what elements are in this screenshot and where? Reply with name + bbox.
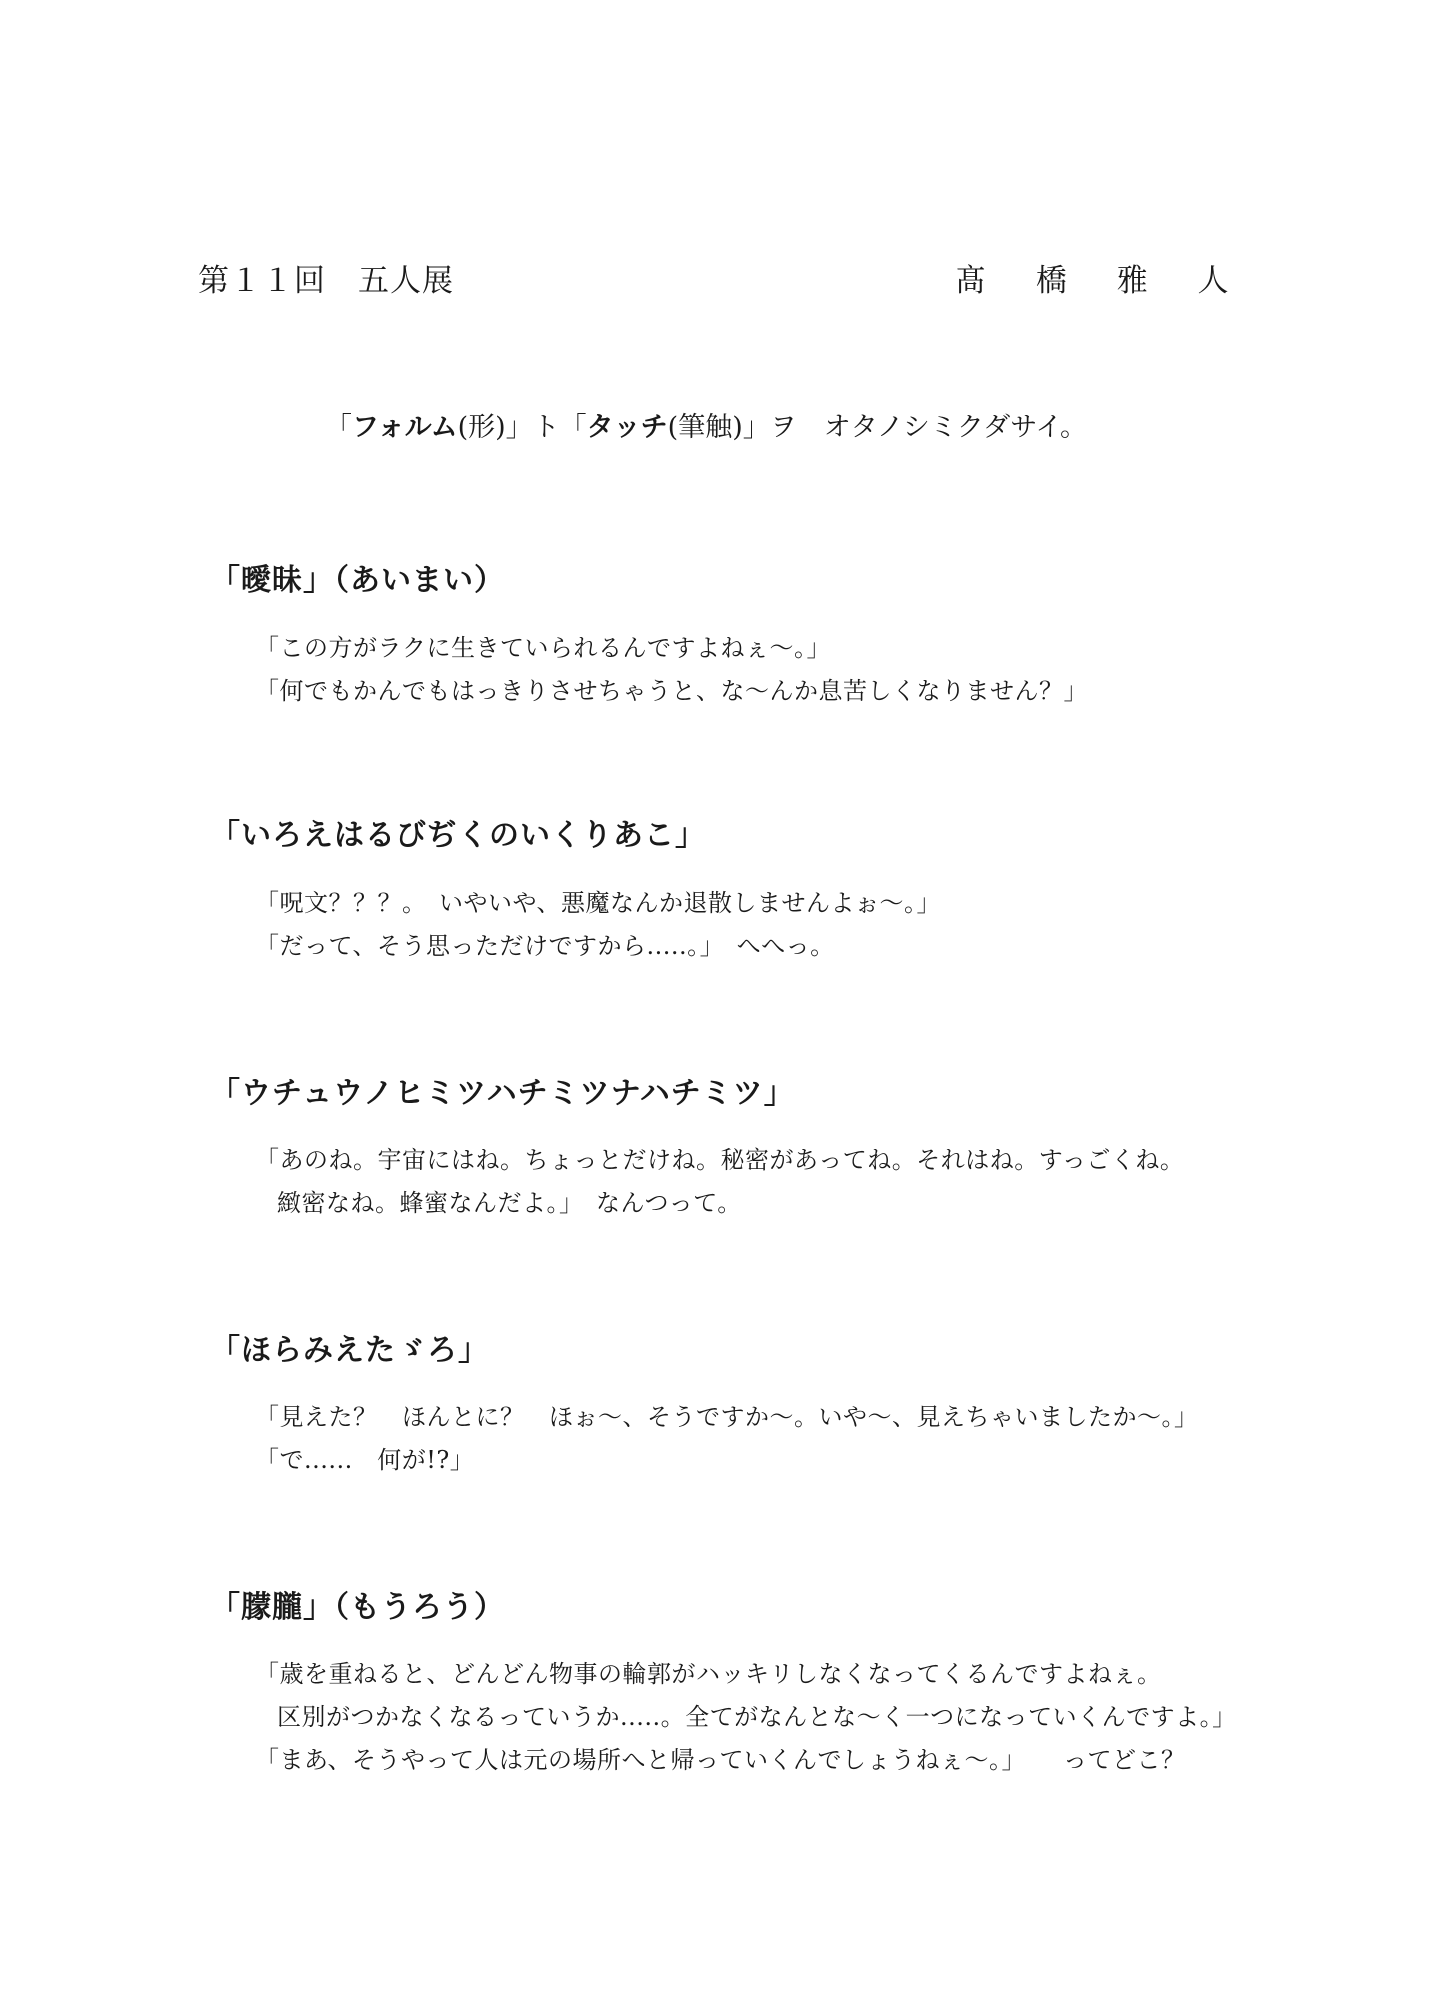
section-line: 区別がつかなくなるっていうか.....。全てがなんとな〜く一つになっていくんですよ。」 [277, 1703, 1237, 1731]
section-reading: （あいまい） [334, 563, 505, 598]
author-name: 髙 橋 雅 人 [955, 263, 1249, 299]
document-title: 第１１回 五人展 [198, 263, 454, 299]
section-title: 「ウチュウノヒミツハチミツナハチミツ」 [210, 1076, 795, 1111]
section-line: 「この方がラクに生きていられるんですよねぇ〜。」 [255, 634, 831, 662]
section-line: 緻密なね。蜂蜜なんだよ。」 なんつって。 [277, 1189, 742, 1217]
section-line: 「だって、そう思っただけですから.....。」 へへっ。 [255, 932, 835, 960]
section-title: 「朦朧」 [210, 1590, 334, 1625]
section-title: 「いろえはるびぢくのいくりあこ」 [210, 818, 706, 853]
section-heading-mourou [210, 1582, 505, 1626]
tagline-forum: フォルム [352, 412, 458, 443]
section-title: 「ほらみえたゞろ」 [210, 1333, 489, 1368]
section-heading-aimai [210, 555, 505, 599]
section-line: 「まあ、そうやって人は元の場所へと帰っていくんでしょうねぇ〜。」 ってどこ？ [255, 1746, 1186, 1774]
tagline-touch: タッチ [586, 412, 668, 443]
section-reading: （もうろう） [334, 1590, 505, 1625]
section-line: 「あのね。宇宙にはね。ちょっとだけね。秘密があってね。それはね。すっごくね。 [255, 1146, 1185, 1174]
section-line: 「で...... 何が!?」 [255, 1446, 475, 1474]
section-heading-hora [210, 1325, 489, 1369]
tagline-touch-kanji: (筆触)」ヲ オタノシミクダサイ。 [667, 412, 1087, 443]
section-heading-uchuu [210, 1068, 795, 1112]
section-line: 「見えた？ ほんとに？ ほぉ〜、そうですか〜。いや〜、見えちゃいましたか〜。」 [255, 1403, 1199, 1431]
section-line: 「何でもかんでもはっきりさせちゃうと、な〜んか息苦しくなりません？」 [255, 677, 1088, 705]
tagline [325, 405, 1087, 444]
section-heading-iroe [210, 810, 706, 854]
section-title: 「曖昧」 [210, 563, 334, 598]
section-line: 「呪文？？？。 いやいや、悪魔なんか退散しませんよぉ〜。」 [255, 889, 942, 917]
tagline-open: 「 [325, 412, 352, 443]
section-line: 「歳を重ねると、どんどん物事の輪郭がハッキリしなくなってくるんですよねぇ。 [255, 1660, 1162, 1688]
tagline-forum-kanji: (形)」ト「 [457, 412, 587, 443]
